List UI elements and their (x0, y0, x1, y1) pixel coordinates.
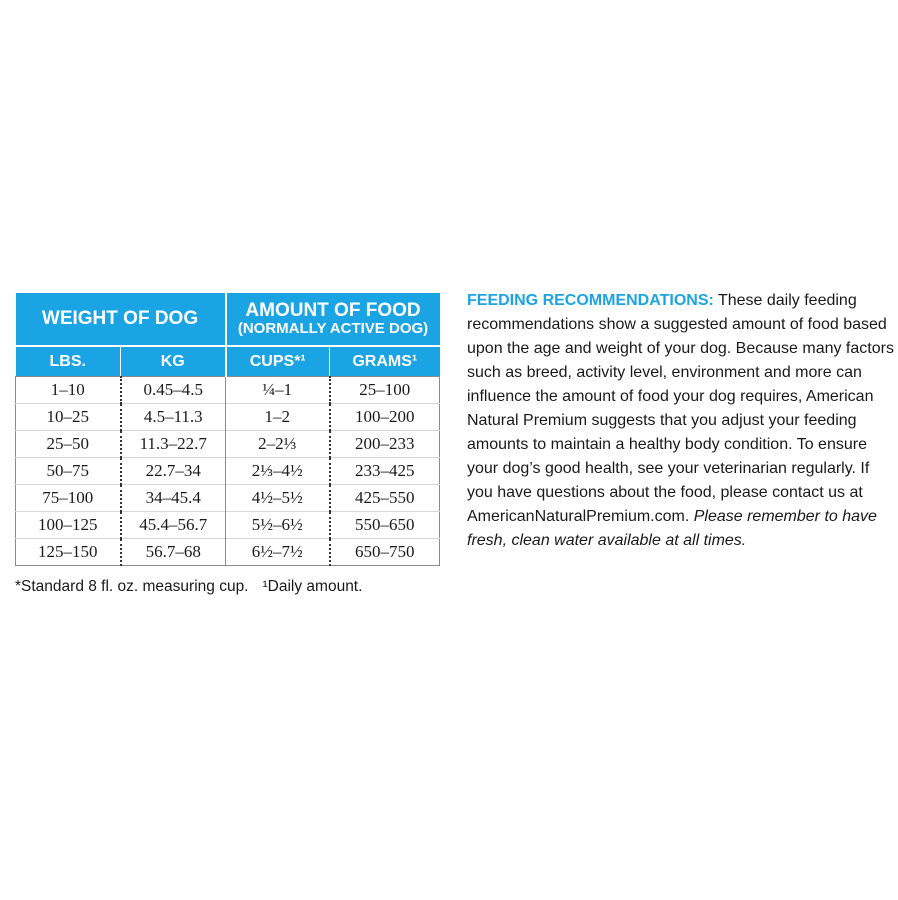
cups-cell: 4½–5½ (226, 485, 330, 512)
table-row (16, 539, 440, 566)
grams-cell: 233–425 (330, 458, 440, 485)
footnote-cup: *Standard 8 fl. oz. measuring cup. (15, 578, 249, 595)
grams-cell: 25–100 (359, 380, 411, 399)
kg-cell: 22.7–34 (121, 458, 226, 485)
table-footnote (15, 578, 362, 596)
recommendations-heading: FEEDING RECOMMENDATIONS: (467, 292, 714, 309)
column-header-lbs: LBS. (16, 346, 121, 377)
water-note: Please remember to have fresh, clean water available at all times. (467, 508, 877, 549)
grams-cell: 200–233 (330, 431, 440, 458)
lbs-cell: 100–125 (16, 512, 121, 539)
kg-cell: 0.45–4.5 (121, 377, 226, 404)
table-row (16, 485, 440, 512)
cups-cell: 1–2 (226, 404, 330, 431)
kg-cell: 45.4–56.7 (121, 512, 226, 539)
lbs-cell: 125–150 (16, 539, 121, 566)
lbs-cell: 75–100 (16, 485, 121, 512)
lbs-cell: 25–50 (16, 431, 121, 458)
grams-cell: 550–650 (330, 512, 440, 539)
grams-cell: 425–550 (330, 485, 440, 512)
feeding-recommendations (467, 289, 895, 553)
cups-cell: ¼–1 (226, 377, 330, 404)
feeding-table (15, 293, 440, 566)
table-row (16, 458, 440, 485)
cups-cell: 6½–7½ (226, 539, 330, 566)
grams-cell: 100–200 (330, 404, 440, 431)
table-row (16, 512, 440, 539)
cups-cell: 2⅓–4½ (226, 458, 330, 485)
column-header-cups: CUPS*¹ (226, 346, 330, 377)
footnote-daily: ¹Daily amount. (262, 578, 363, 595)
kg-cell: 4.5–11.3 (121, 404, 226, 431)
lbs-cell: 50–75 (16, 458, 121, 485)
cups-cell: 2–2⅓ (226, 431, 330, 458)
table-row (16, 377, 440, 404)
amount-of-food-title: AMOUNT OF FOOD (245, 299, 421, 321)
table-row (16, 431, 440, 458)
kg-cell: 34–45.4 (121, 485, 226, 512)
lbs-cell: 10–25 (16, 404, 121, 431)
column-header-kg: KG (121, 346, 226, 377)
column-header-grams: GRAMS¹ (330, 346, 440, 377)
weight-of-dog-header: WEIGHT OF DOG (16, 293, 226, 346)
table-row (16, 404, 440, 431)
amount-of-food-subtitle: (NORMALLY ACTIVE DOG) (237, 319, 429, 337)
kg-cell: 11.3–22.7 (121, 431, 226, 458)
cups-cell: 5½–6½ (226, 512, 330, 539)
grams-cell: 650–750 (330, 539, 440, 566)
recommendations-body: These daily feeding recommendations show a suggested amount of food based upon the age and weight of your dog. Because many factors such as breed, activity level, environment and more can influence the amount of food your dog requires, American Natural Premium suggests that you adjust your feeding amounts to maintain a healthy body condition. To ensure your dog’s good health, see your veterinarian regularly. If you have questions about the food, please contact us at AmericanNaturalPremium.com. (467, 292, 894, 525)
kg-cell: 56.7–68 (121, 539, 226, 566)
lbs-cell: 1–10 (16, 377, 121, 404)
amount-of-food-header (226, 293, 440, 346)
